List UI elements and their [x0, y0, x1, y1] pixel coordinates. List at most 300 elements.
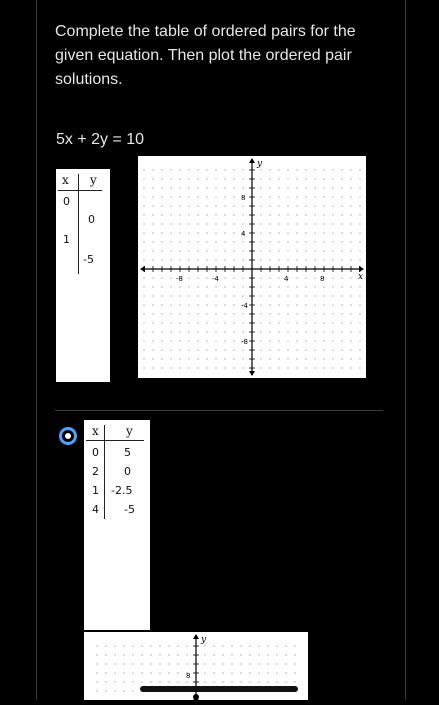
grid-dot: [204, 672, 205, 673]
coordinate-grid[interactable]: [138, 156, 366, 378]
grid-dot: [197, 232, 198, 233]
x-tick-label: -4: [212, 275, 219, 283]
grid-dot: [161, 286, 162, 287]
grid-dot: [359, 340, 360, 341]
grid-dot: [267, 681, 268, 682]
grid-dot: [341, 277, 342, 278]
grid-dot: [197, 358, 198, 359]
grid-dot: [152, 322, 153, 323]
grid-dot: [240, 681, 241, 682]
grid-dot: [197, 205, 198, 206]
frame-right-border: [405, 0, 406, 700]
grid-dot: [278, 331, 279, 332]
grid-dot: [170, 241, 171, 242]
grid-dot: [242, 205, 243, 206]
grid-dot: [314, 277, 315, 278]
table-cell-y[interactable]: 0: [88, 213, 95, 226]
grid-dot: [305, 250, 306, 251]
grid-dot: [233, 241, 234, 242]
grid-dot: [296, 205, 297, 206]
grid-dot: [296, 277, 297, 278]
grid-dot: [197, 196, 198, 197]
grid-dot: [305, 358, 306, 359]
grid-dot: [233, 358, 234, 359]
grid-dot: [170, 358, 171, 359]
grid-dot: [123, 681, 124, 682]
grid-dot: [323, 169, 324, 170]
grid-dot: [177, 654, 178, 655]
grid-dot: [332, 259, 333, 260]
grid-dot: [177, 663, 178, 664]
grid-dot: [215, 367, 216, 368]
grid-dot: [159, 672, 160, 673]
grid-dot: [258, 654, 259, 655]
grid-dot: [305, 214, 306, 215]
grid-dot: [287, 286, 288, 287]
grid-dot: [233, 205, 234, 206]
grid-dot: [305, 169, 306, 170]
grid-dot: [179, 232, 180, 233]
axis-y-label: y: [257, 159, 263, 169]
grid-dot: [332, 340, 333, 341]
ordered-pairs-table: [56, 169, 110, 382]
grid-dot: [240, 645, 241, 646]
grid-dot: [233, 196, 234, 197]
grid-dot: [206, 295, 207, 296]
grid-dot: [123, 672, 124, 673]
grid-dot: [332, 331, 333, 332]
grid-dot: [215, 232, 216, 233]
grid-dot: [287, 304, 288, 305]
y-axis-arrow-down: [249, 371, 255, 376]
x-axis-arrow-left: [140, 266, 145, 272]
grid-dot: [359, 286, 360, 287]
grid-dot: [323, 196, 324, 197]
grid-dot: [114, 654, 115, 655]
grid-dot: [161, 232, 162, 233]
grid-dot: [143, 340, 144, 341]
grid-dot: [296, 322, 297, 323]
grid-dot: [161, 178, 162, 179]
grid-dot: [152, 349, 153, 350]
grid-dot: [269, 232, 270, 233]
grid-dot: [332, 250, 333, 251]
grid-dot: [188, 259, 189, 260]
grid-dot: [305, 313, 306, 314]
y-axis-arrow-up: [249, 158, 255, 163]
grid-dot: [323, 250, 324, 251]
table-cell-x[interactable]: 0: [63, 195, 70, 208]
grid-dot: [285, 672, 286, 673]
grid-dot: [359, 241, 360, 242]
grid-dot: [206, 241, 207, 242]
y-axis-arrow-up: [193, 634, 199, 639]
grid-dot: [222, 672, 223, 673]
grid-dot: [332, 232, 333, 233]
grid-dot: [170, 259, 171, 260]
grid-dot: [132, 645, 133, 646]
option-header-rule: [86, 440, 144, 441]
grid-dot: [186, 681, 187, 682]
grid-dot: [359, 322, 360, 323]
grid-dot: [143, 178, 144, 179]
grid-dot: [341, 223, 342, 224]
grid-dot: [249, 672, 250, 673]
plotted-line-segment: [140, 686, 298, 692]
grid-dot: [233, 169, 234, 170]
grid-dot: [278, 313, 279, 314]
grid-dot: [161, 340, 162, 341]
grid-dot: [359, 349, 360, 350]
grid-dot: [359, 250, 360, 251]
grid-dot: [215, 250, 216, 251]
grid-dot: [143, 223, 144, 224]
grid-dot: [240, 672, 241, 673]
grid-dot: [359, 223, 360, 224]
grid-dot: [260, 277, 261, 278]
grid-dot: [278, 349, 279, 350]
grid-dot: [278, 241, 279, 242]
grid-dot: [188, 187, 189, 188]
coordinate-grid-svg[interactable]: [138, 156, 366, 378]
grid-dot: [161, 196, 162, 197]
grid-dot: [179, 313, 180, 314]
grid-dot: [188, 232, 189, 233]
grid-dot: [305, 187, 306, 188]
grid-dot: [278, 277, 279, 278]
grid-dot: [242, 358, 243, 359]
grid-dot: [206, 187, 207, 188]
grid-dot: [179, 295, 180, 296]
grid-dot: [152, 277, 153, 278]
grid-dot: [197, 304, 198, 305]
grid-dot: [170, 223, 171, 224]
grid-dot: [287, 205, 288, 206]
grid-dot: [96, 645, 97, 646]
grid-dot: [296, 313, 297, 314]
grid-dot: [143, 277, 144, 278]
grid-dot: [314, 286, 315, 287]
grid-dot: [285, 645, 286, 646]
grid-dot: [249, 645, 250, 646]
grid-dot: [206, 358, 207, 359]
grid-dot: [332, 304, 333, 305]
grid-dot: [150, 663, 151, 664]
grid-dot: [269, 241, 270, 242]
grid-dot: [323, 259, 324, 260]
grid-dot: [206, 313, 207, 314]
grid-dot: [143, 259, 144, 260]
grid-dot: [215, 304, 216, 305]
grid-dot: [206, 286, 207, 287]
grid-dot: [224, 259, 225, 260]
grid-dot: [152, 367, 153, 368]
grid-dot: [287, 367, 288, 368]
grid-dot: [269, 358, 270, 359]
table-header-rule: [58, 190, 102, 191]
grid-dot: [359, 259, 360, 260]
grid-dot: [341, 214, 342, 215]
grid-dot: [215, 331, 216, 332]
grid-dot: [350, 322, 351, 323]
grid-dot: [287, 187, 288, 188]
grid-dot: [269, 313, 270, 314]
grid-dot: [179, 322, 180, 323]
grid-dot: [188, 331, 189, 332]
grid-dot: [114, 645, 115, 646]
grid-dot: [206, 232, 207, 233]
grid-dot: [332, 313, 333, 314]
grid-dot: [287, 250, 288, 251]
grid-dot: [314, 169, 315, 170]
grid-dot: [242, 349, 243, 350]
table-cell-y[interactable]: -5: [83, 253, 94, 266]
grid-dot: [314, 223, 315, 224]
grid-dot: [231, 672, 232, 673]
grid-dot: [242, 277, 243, 278]
grid-dot: [114, 690, 115, 691]
grid-dot: [168, 645, 169, 646]
grid-dot: [341, 358, 342, 359]
grid-dot: [323, 187, 324, 188]
option-radio-button[interactable]: [59, 427, 77, 445]
grid-dot: [132, 663, 133, 664]
grid-dot: [222, 663, 223, 664]
grid-dot: [260, 322, 261, 323]
grid-dot: [161, 367, 162, 368]
option-cell-x: 0: [92, 446, 99, 459]
grid-dot: [132, 654, 133, 655]
grid-dot: [323, 232, 324, 233]
grid-dot: [296, 259, 297, 260]
grid-dot: [215, 196, 216, 197]
grid-dot: [168, 681, 169, 682]
grid-dot: [296, 241, 297, 242]
grid-dot: [161, 322, 162, 323]
grid-dot: [278, 304, 279, 305]
grid-dot: [188, 340, 189, 341]
grid-dot: [267, 672, 268, 673]
grid-dot: [305, 223, 306, 224]
grid-dot: [332, 241, 333, 242]
grid-dot: [341, 313, 342, 314]
grid-dot: [152, 286, 153, 287]
grid-dot: [206, 223, 207, 224]
grid-dot: [188, 295, 189, 296]
grid-dot: [287, 340, 288, 341]
frame-left-border: [36, 0, 37, 700]
option-cell-x: 4: [92, 503, 99, 516]
grid-dot: [314, 178, 315, 179]
grid-dot: [143, 331, 144, 332]
grid-dot: [206, 304, 207, 305]
grid-dot: [206, 331, 207, 332]
grid-dot: [222, 681, 223, 682]
grid-dot: [186, 654, 187, 655]
grid-dot: [305, 241, 306, 242]
grid-dot: [296, 295, 297, 296]
grid-dot: [350, 286, 351, 287]
grid-dot: [197, 367, 198, 368]
grid-dot: [188, 178, 189, 179]
plotted-point: [193, 694, 199, 700]
grid-dot: [287, 214, 288, 215]
grid-dot: [341, 187, 342, 188]
grid-dot: [224, 241, 225, 242]
grid-dot: [341, 349, 342, 350]
grid-dot: [188, 214, 189, 215]
grid-dot: [269, 223, 270, 224]
grid-dot: [314, 331, 315, 332]
grid-dot: [350, 349, 351, 350]
grid-dot: [233, 367, 234, 368]
grid-dot: [179, 214, 180, 215]
grid-dot: [260, 367, 261, 368]
grid-dot: [269, 367, 270, 368]
grid-dot: [305, 232, 306, 233]
grid-dot: [233, 187, 234, 188]
grid-dot: [150, 672, 151, 673]
grid-dot: [242, 331, 243, 332]
grid-dot: [278, 250, 279, 251]
option-cell-y: 0: [124, 465, 131, 478]
grid-dot: [278, 232, 279, 233]
grid-dot: [215, 349, 216, 350]
grid-dot: [359, 295, 360, 296]
grid-dot: [224, 367, 225, 368]
grid-dot: [332, 349, 333, 350]
grid-dot: [305, 349, 306, 350]
grid-dot: [170, 169, 171, 170]
grid-dot: [233, 340, 234, 341]
grid-dot: [242, 187, 243, 188]
grid-dot: [314, 214, 315, 215]
grid-dot: [215, 286, 216, 287]
grid-dot: [152, 304, 153, 305]
grid-dot: [170, 367, 171, 368]
grid-dot: [179, 331, 180, 332]
grid-dot: [215, 169, 216, 170]
grid-dot: [224, 169, 225, 170]
x-tick-label: -8: [176, 275, 183, 283]
grid-dot: [278, 169, 279, 170]
table-cell-x[interactable]: 1: [63, 233, 70, 246]
grid-dot: [143, 196, 144, 197]
grid-dot: [341, 304, 342, 305]
grid-dot: [249, 654, 250, 655]
grid-dot: [305, 196, 306, 197]
grid-dot: [132, 672, 133, 673]
grid-dot: [242, 295, 243, 296]
grid-dot: [240, 654, 241, 655]
grid-dot: [143, 205, 144, 206]
grid-dot: [323, 358, 324, 359]
grid-dot: [260, 313, 261, 314]
grid-dot: [242, 223, 243, 224]
grid-dot: [206, 259, 207, 260]
grid-dot: [143, 358, 144, 359]
grid-dot: [224, 277, 225, 278]
grid-dot: [242, 169, 243, 170]
grid-dot: [269, 277, 270, 278]
grid-dot: [114, 663, 115, 664]
grid-dot: [242, 178, 243, 179]
grid-dot: [269, 196, 270, 197]
grid-dot: [278, 295, 279, 296]
grid-dot: [267, 663, 268, 664]
y-tick-label: 4: [241, 230, 246, 238]
grid-dot: [240, 663, 241, 664]
grid-dot: [287, 295, 288, 296]
grid-dot: [188, 196, 189, 197]
grid-dot: [161, 223, 162, 224]
grid-dot: [215, 295, 216, 296]
grid-dot: [341, 169, 342, 170]
grid-dot: [242, 313, 243, 314]
grid-dot: [105, 672, 106, 673]
grid-dot: [224, 286, 225, 287]
grid-dot: [276, 672, 277, 673]
grid-dot: [249, 663, 250, 664]
grid-dot: [359, 367, 360, 368]
grid-dot: [161, 214, 162, 215]
y-tick-label: 8: [241, 194, 246, 202]
grid-dot: [314, 250, 315, 251]
grid-dot: [179, 187, 180, 188]
grid-dot: [233, 250, 234, 251]
grid-dot: [350, 205, 351, 206]
grid-dot: [350, 169, 351, 170]
grid-dot: [96, 681, 97, 682]
grid-dot: [161, 259, 162, 260]
grid-dot: [305, 277, 306, 278]
grid-dot: [206, 169, 207, 170]
option-cell-y: -5: [124, 503, 135, 516]
grid-dot: [287, 259, 288, 260]
grid-dot: [224, 232, 225, 233]
grid-dot: [305, 340, 306, 341]
grid-dot: [206, 322, 207, 323]
grid-dot: [215, 205, 216, 206]
grid-dot: [141, 654, 142, 655]
grid-dot: [206, 214, 207, 215]
grid-dot: [323, 241, 324, 242]
grid-dot: [143, 241, 144, 242]
grid-dot: [269, 304, 270, 305]
grid-dot: [170, 304, 171, 305]
grid-dot: [278, 358, 279, 359]
grid-dot: [350, 259, 351, 260]
grid-dot: [197, 286, 198, 287]
grid-dot: [278, 367, 279, 368]
grid-dot: [179, 250, 180, 251]
grid-dot: [260, 250, 261, 251]
option-cell-x: 2: [92, 465, 99, 478]
grid-dot: [332, 277, 333, 278]
option-cell-y: 5: [124, 446, 131, 459]
grid-dot: [152, 187, 153, 188]
grid-dot: [170, 340, 171, 341]
grid-dot: [260, 241, 261, 242]
grid-dot: [332, 295, 333, 296]
grid-dot: [350, 250, 351, 251]
grid-dot: [332, 223, 333, 224]
grid-dot: [96, 654, 97, 655]
grid-dot: [296, 250, 297, 251]
grid-dot: [188, 241, 189, 242]
table-header-y: y: [90, 173, 97, 187]
grid-dot: [161, 358, 162, 359]
